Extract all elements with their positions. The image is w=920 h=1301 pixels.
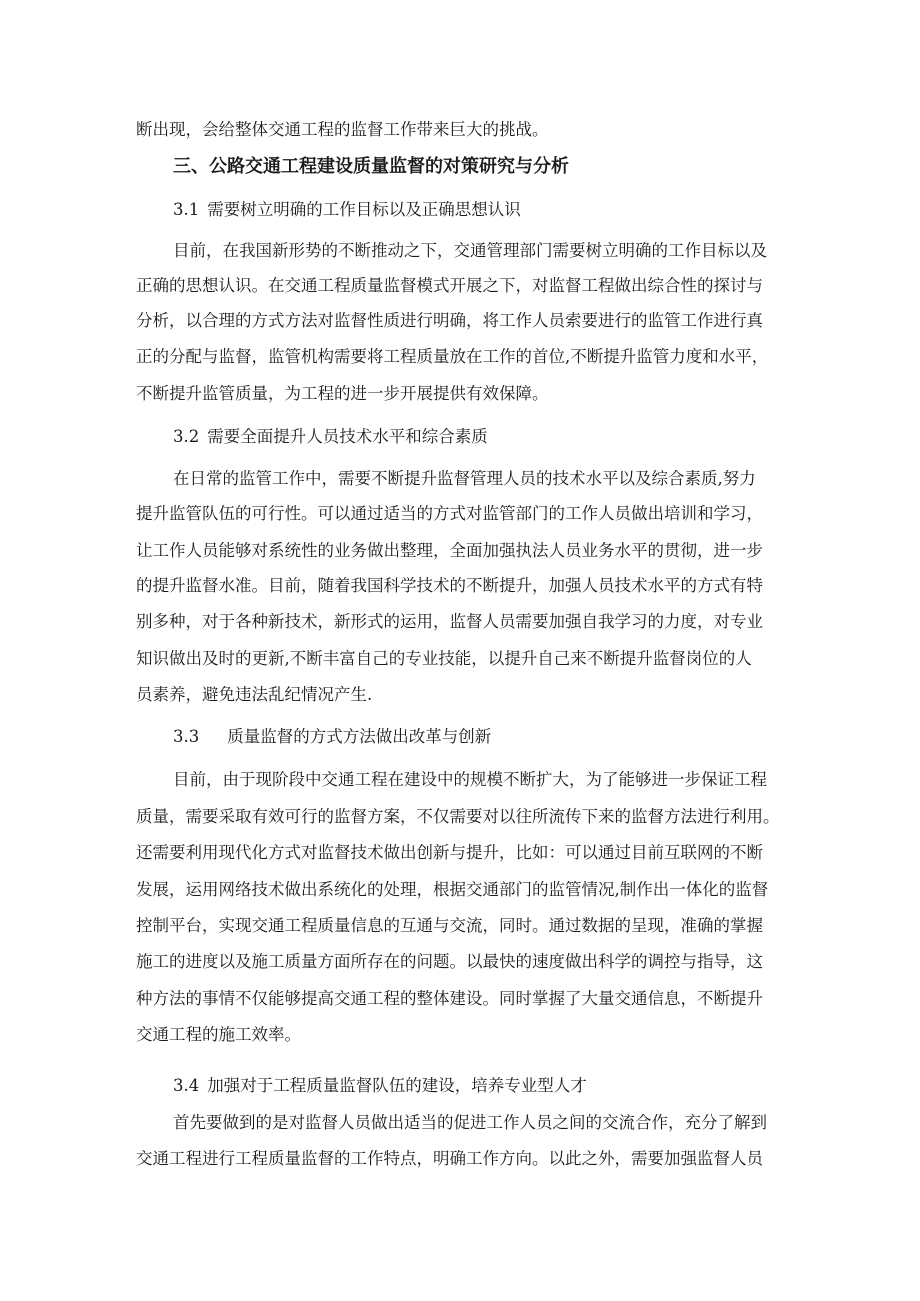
paragraph-line: 施工的进度以及施工质量方面所存在的问题。以最快的速度做出科学的调控与指导，这 xyxy=(136,952,763,971)
paragraph-line: 别多种，对于各种新技术，新形式的运用，监督人员需要加强自我学习的力度，对专业 xyxy=(136,612,763,631)
paragraph-line: 的提升监督水准。目前，随着我国科学技术的不断提升，加强人员技术水平的方式有特 xyxy=(136,576,763,595)
paragraph-line: 正的分配与监督，监管机构需要将工程质量放在工作的首位,不断提升监管力度和水平， xyxy=(136,347,769,366)
subsection-title: 质量监督的方式方法做出改革与创新 xyxy=(227,727,492,746)
paragraph-line: 正确的思想认识。在交通工程质量监督模式开展之下，对监督工程做出综合性的探讨与 xyxy=(136,276,763,295)
paragraph-line: 员素养，避免违法乱纪情况产生. xyxy=(136,685,373,704)
paragraph-line: 控制平台，实现交通工程质量信息的互通与交流，同时。通过数据的呈现，准确的掌握 xyxy=(136,916,763,935)
paragraph-line: 种方法的事情不仅能够提高交通工程的整体建设。同时掌握了大量交通信息，不断提升 xyxy=(136,989,763,1008)
paragraph-line: 交通工程的施工效率。 xyxy=(136,1025,301,1044)
subsection-title: 需要全面提升人员技术水平和综合素质 xyxy=(207,427,488,446)
paragraph-line: 首先要做到的是对监督人员做出适当的促进工作人员之间的交流合作，充分了解到 xyxy=(173,1113,767,1132)
paragraph-line: 知识做出及时的更新,不断丰富自己的专业技能，以提升自己来不断提升监督岗位的人 xyxy=(136,649,752,668)
subsection-number: 3.2 xyxy=(173,427,200,446)
subsection-heading-3-4 xyxy=(173,1075,587,1097)
subsection-number: 3.1 xyxy=(173,200,200,219)
paragraph-line: 目前，由于现阶段中交通工程在建设中的规模不断扩大，为了能够进一步保证工程 xyxy=(173,770,767,789)
paragraph-line: 还需要利用现代化方式对监督技术做出创新与提升，比如：可以通过目前互联网的不断 xyxy=(136,843,763,862)
subsection-title: 加强对于工程质量监督队伍的建设，培养专业型人才 xyxy=(207,1076,587,1095)
paragraph-line: 目前，在我国新形势的不断推动之下，交通管理部门需要树立明确的工作目标以及 xyxy=(173,241,767,260)
paragraph-line: 在日常的监管工作中，需要不断提升监督管理人员的技术水平以及综合素质,努力 xyxy=(173,469,756,488)
paragraph-line: 分析，以合理的方式方法对监督性质进行明确，将工作人员索要进行的监管工作进行真 xyxy=(136,311,763,330)
paragraph-line: 质量，需要采取有效可行的监督方案，不仅需要对以往所流传下来的监督方法进行利用。 xyxy=(136,807,780,826)
subsection-heading-3-2 xyxy=(173,426,488,448)
subsection-title: 需要树立明确的工作目标以及正确思想认识 xyxy=(207,200,521,219)
subsection-heading-3-3 xyxy=(173,726,491,748)
subsection-number: 3.3 xyxy=(173,727,200,746)
paragraph-line: 让工作人员能够对系统性的业务做出整理，全面加强执法人员业务水平的贯彻，进一步 xyxy=(136,541,763,560)
intro-line: 断出现，会给整体交通工程的监督工作带来巨大的挑战。 xyxy=(136,120,549,139)
paragraph-line: 提升监管队伍的可行性。可以通过适当的方式对监管部门的工作人员做出培训和学习， xyxy=(136,504,763,523)
paragraph-line: 发展，运用网络技术做出系统化的处理，根据交通部门的监管情况,制作出一体化的监督 xyxy=(136,880,769,899)
paragraph-line: 不断提升监管质量，为工程的进一步开展提供有效保障。 xyxy=(136,384,549,403)
subsection-number: 3.4 xyxy=(173,1076,200,1095)
subsection-heading-3-1 xyxy=(173,199,521,221)
paragraph-line: 交通工程进行工程质量监督的工作特点，明确工作方向。以此之外，需要加强监督人员 xyxy=(136,1149,763,1168)
section-title: 三、公路交通工程建设质量监督的对策研究与分析 xyxy=(173,156,569,177)
